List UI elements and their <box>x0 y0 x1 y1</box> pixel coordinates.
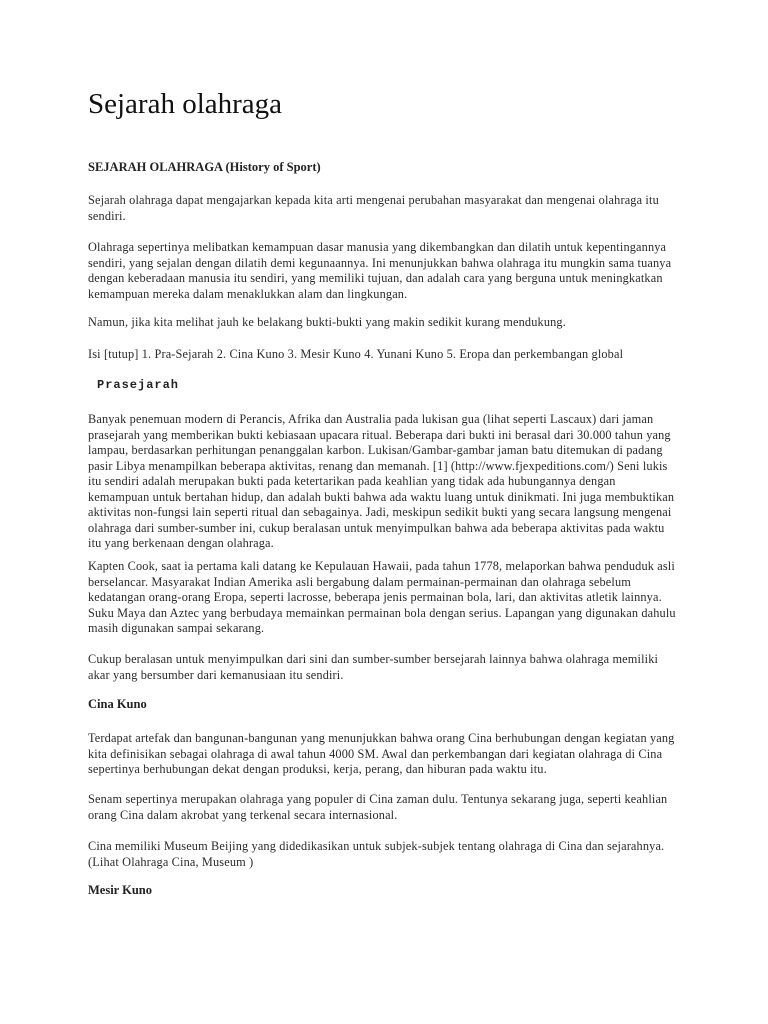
text-line: orang Cina dalam akrobat yang terkenal secara internasional. <box>88 807 398 822</box>
text-line: sepertinya berhubungan dekat dengan produksi, kerja, perang, dan hiburan pada waktu itu. <box>88 762 547 776</box>
text-line: prasejarah yang memberikan bukti kebiasaan upacara ritual. Beberapa dari bukti ini berasal dari 30.000 tahun yang <box>88 427 671 442</box>
text-line: Terdapat artefak dan bangunan-bangunan yang menunjukkan bahwa orang Cina berhubungan dengan kegiatan yang <box>88 731 675 745</box>
text-line: kedatangan orang-orang Eropa, seperti lacrosse, beberapa jenis permainan bola, lari, dan aktivitas atletik lainnya. <box>88 590 662 604</box>
text-line: itu yang berkenaan dengan olahraga. <box>88 536 274 550</box>
text-line: Isi [tutup] 1. Pra-Sejarah 2. Cina Kuno 3. Mesir Kuno 4. Yunani Kuno 5. Eropa dan perkembangan global <box>88 347 624 361</box>
paragraph <box>88 792 667 823</box>
text-line: itu sendiri adalah merupakan bukti pada ketertarikan pada keahlian yang tidak ada hubungannya dengan <box>88 474 616 488</box>
table-of-contents <box>88 347 623 363</box>
text-line: sendiri. <box>88 208 126 223</box>
text-line: sendiri, yang sejalan dengan dilatih demi kegunaannya. Ini menunjukkan bahwa olahraga itu mungkin sama tuanya <box>88 255 672 270</box>
text-line: berselancar. Masyarakat Indian Amerika asli bergabung dalam permainan-permainan dan olahraga sebelum <box>88 574 631 589</box>
text-line: kita definisikan sebagai olahraga di awal tahun 4000 SM. Awal dan perkembangan dari kegiatan olahraga di Cina <box>88 746 663 761</box>
text-line: lampau, berdasarkan perhitungan penanggalan karbon. Lukisan/Gambar-gambar jaman batu ditemukan di padang <box>88 443 663 457</box>
section-heading: SEJARAH OLAHRAGA (History of Sport) <box>88 160 321 174</box>
paragraph <box>88 315 566 331</box>
text-line: Cina memiliki Museum Beijing yang didedikasikan untuk subjek-subjek tentang olahraga di Cina dan sejarahnya. <box>88 839 665 853</box>
text-line: Banyak penemuan modern di Perancis, Afrika dan Australia pada lukisan gua (lihat seperti Lascaux) dari jaman <box>88 412 654 426</box>
text-line: Kapten Cook, saat ia pertama kali datang ke Kepulauan Hawaii, pada tahun 1778, melaporkan bahwa penduduk asli <box>88 559 675 573</box>
text-line: dengan keberadaan manusia itu sendiri, yang memiliki tujuan, dan adalah cara yang berguna untuk meningkatkan <box>88 271 663 285</box>
paragraph <box>88 652 658 683</box>
text-line: kemampuan mereka dalam menaklukkan alam dan lingkungan. <box>88 286 408 301</box>
section-heading-mesir-kuno: Mesir Kuno <box>88 883 153 897</box>
paragraph <box>88 731 675 778</box>
text-line: kemampuan untuk bertahan hidup, dan adalah bukti bahwa ada waktu luang untuk dinikmati. Ini juga membuktikan <box>88 489 675 504</box>
paragraph <box>88 240 671 302</box>
paragraph <box>88 193 659 224</box>
text-line: Suku Maya dan Aztec yang berbudaya memainkan permainan bola dengan serius. Lapangan yang digunakan dahulu <box>88 605 676 620</box>
text-line: pasir Libya menampilkan beberapa aktivitas, renang dan memanah. [1] (http://www.fjexpeditions.com/) Seni lukis <box>88 458 668 473</box>
paragraph <box>88 839 664 870</box>
text-line: masih digunakan sampai sekarang. <box>88 621 265 635</box>
page-title: Sejarah olahraga <box>88 88 283 120</box>
paragraph <box>88 559 676 637</box>
text-line: Cukup beralasan untuk menyimpulkan dari sini dan sumber-sumber bersejarah lainnya bahwa olahraga memiliki <box>88 652 659 666</box>
text-line: Sejarah olahraga dapat mengajarkan kepada kita arti mengenai perubahan masyarakat dan mengenai olahraga itu <box>88 193 659 207</box>
paragraph <box>88 412 674 552</box>
text-line: olahraga dari sumber-sumber ini, cukup beralasan untuk menyimpulkan bahwa ada beberapa aktivitas pada waktu <box>88 520 665 535</box>
section-heading-cina-kuno: Cina Kuno <box>88 697 147 711</box>
text-line: (Lihat Olahraga Cina, Museum ) <box>88 854 254 869</box>
text-line: akar yang bersumber dari kemanusiaan itu sendiri. <box>88 667 344 682</box>
section-heading-prasejarah: Prasejarah <box>97 378 180 392</box>
text-line: aktivitas non-fungsi lain seperti ritual dan sebagainya. Jadi, meskipun sedikit bukti yang secara langsung mengenai <box>88 505 672 519</box>
text-line: Olahraga sepertinya melibatkan kemampuan dasar manusia yang dikembangkan dan dilatih untuk kepentingannya <box>88 240 667 254</box>
text-line: Namun, jika kita melihat jauh ke belakang bukti-bukti yang makin sedikit kurang mendukung. <box>88 315 566 329</box>
text-line: Senam sepertinya merupakan olahraga yang populer di Cina zaman dulu. Tentunya sekarang juga, seperti keahlian <box>88 792 668 806</box>
